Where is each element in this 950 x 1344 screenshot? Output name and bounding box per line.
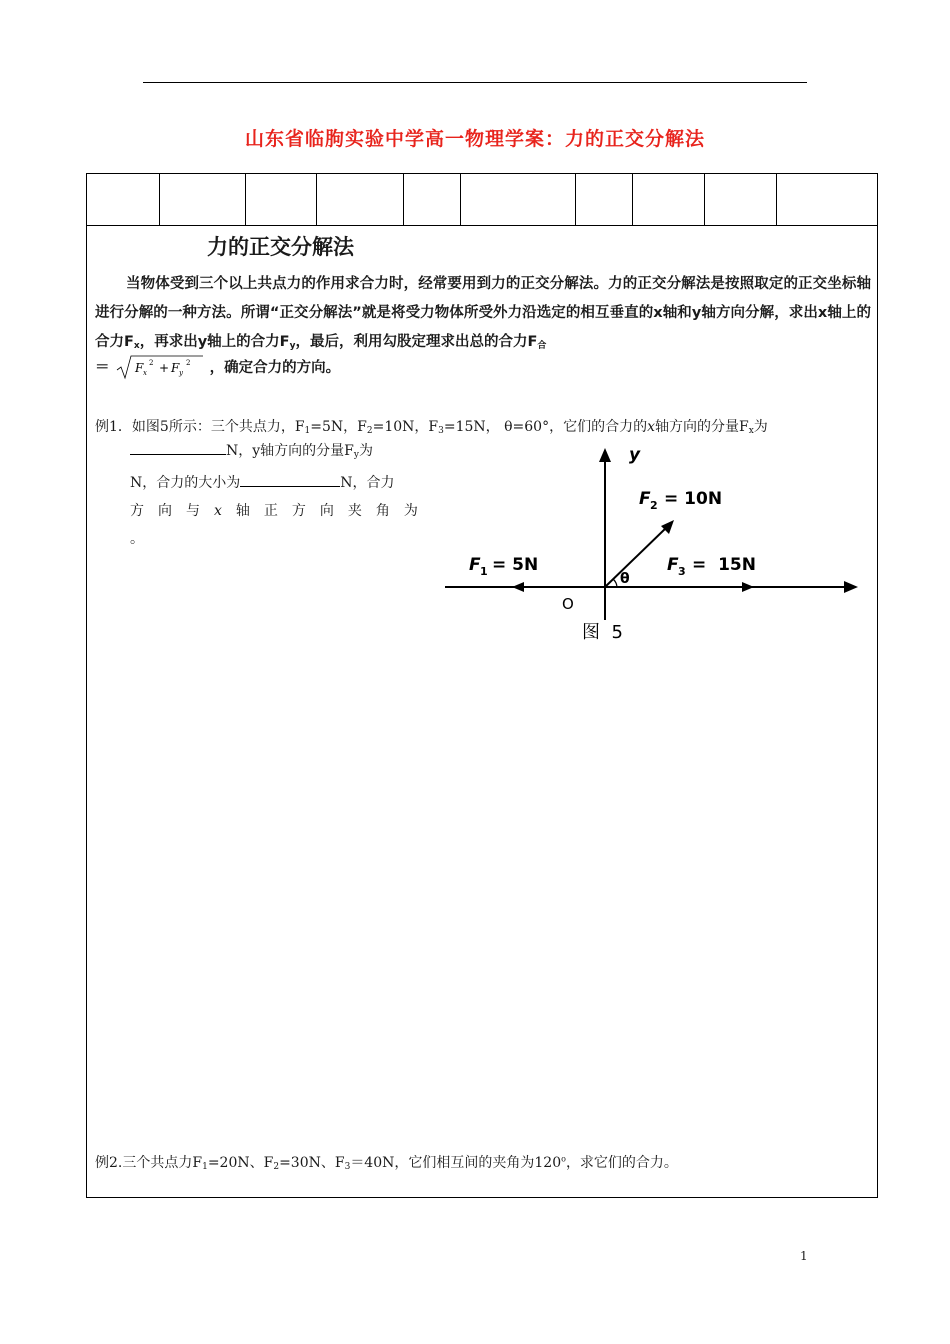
- worksheet-frame: [86, 173, 878, 1198]
- sqrt-formula: [115, 354, 205, 380]
- info-table-cell: [87, 174, 160, 225]
- info-table-cell: [159, 174, 246, 225]
- x-axis-head-icon: [844, 581, 858, 593]
- svg-text:2: 2: [148, 359, 154, 367]
- f3-subscript: 3: [678, 565, 686, 578]
- svg-text:+: +: [158, 361, 169, 375]
- y-axis-label: y: [629, 445, 641, 465]
- f3-label: F: [667, 555, 679, 575]
- svg-text:x: x: [142, 369, 147, 377]
- section-title: 力的正交分解法: [207, 235, 354, 259]
- f3-head-icon: [742, 582, 754, 592]
- y-axis-arrow-icon: [599, 448, 611, 462]
- info-table-cell: [316, 174, 404, 225]
- answer-blank-magnitude[interactable]: [240, 472, 340, 487]
- svg-text:F: F: [134, 361, 143, 375]
- info-table-cell: [704, 174, 777, 225]
- info-table-cell: [403, 174, 461, 225]
- theta-arc: [613, 579, 617, 587]
- example1-question: 例1．如图5所示：三个共点力，$F_1=5N$，$F_2=10N$，$F_3=15N$， θ=60°，它们的合力的x轴方向的分量$F_x$为: [95, 419, 768, 436]
- info-table-cell: [460, 174, 576, 225]
- info-table-cell: [575, 174, 633, 225]
- page-number: 1: [800, 1249, 808, 1263]
- f1-value: = 5N: [492, 555, 539, 575]
- f2-value: = 10N: [664, 489, 723, 509]
- info-table-cell: [245, 174, 317, 225]
- f1-label: F: [469, 555, 481, 575]
- example2-question: 例2.三个共点力$F_1=20N$、$F_2=30N$、$F_3=40N$，它们相互间的夹角为120$^o$，求它们的合力。: [95, 1154, 678, 1172]
- f1-head-icon: [512, 582, 524, 592]
- f2-label: F: [639, 489, 651, 509]
- f1-subscript: 1: [480, 565, 488, 578]
- example1-continued: N，y轴方向的分量$F_y$为 N，合力的大小为 N，合力 方 向 与 x 轴 正 方 向 夹 角 为 。: [130, 437, 418, 553]
- svg-text:y: y: [178, 369, 183, 377]
- origin-label: O: [562, 595, 574, 613]
- theta-label: θ: [620, 571, 630, 587]
- answer-blank-fx[interactable]: [130, 440, 226, 455]
- intro-paragraph: 当物体受到三个以上共点力的作用求合力时，经常要用到力的正交分解法。力的正交分解法是按照取定的正交坐标轴进行分解的一种方法。所谓“正交分解法”就是将受力物体所受外力沿选定的相互垂直的x轴和y轴方向分解，求出x轴上的合力$F_x$，再求出y轴上的合力$F_y$，最后，利用勾股定理求出总的合力$F_合$: [95, 276, 871, 351]
- resultant-formula: ＝ F x 2 + F y 2 ，确定合力的方向。: [95, 354, 340, 380]
- f2-vector: [605, 527, 667, 587]
- document-title: 山东省临朐实验中学高一物理学案：力的正交分解法: [244, 128, 705, 150]
- f3-value: = 15N: [692, 555, 756, 575]
- f2-subscript: 2: [650, 499, 658, 512]
- angle-question: 方 向 与 x 轴 正 方 向 夹 角 为: [130, 503, 418, 519]
- answer-blank-angle: 。: [130, 531, 144, 547]
- svg-text:2: 2: [185, 359, 191, 367]
- force-diagram-vectors: [442, 442, 862, 652]
- info-table-row: [87, 174, 877, 226]
- figure-caption: 图 5: [582, 622, 623, 643]
- header-rule: [143, 82, 807, 83]
- info-table-cell: [632, 174, 705, 225]
- svg-text:F: F: [170, 361, 179, 375]
